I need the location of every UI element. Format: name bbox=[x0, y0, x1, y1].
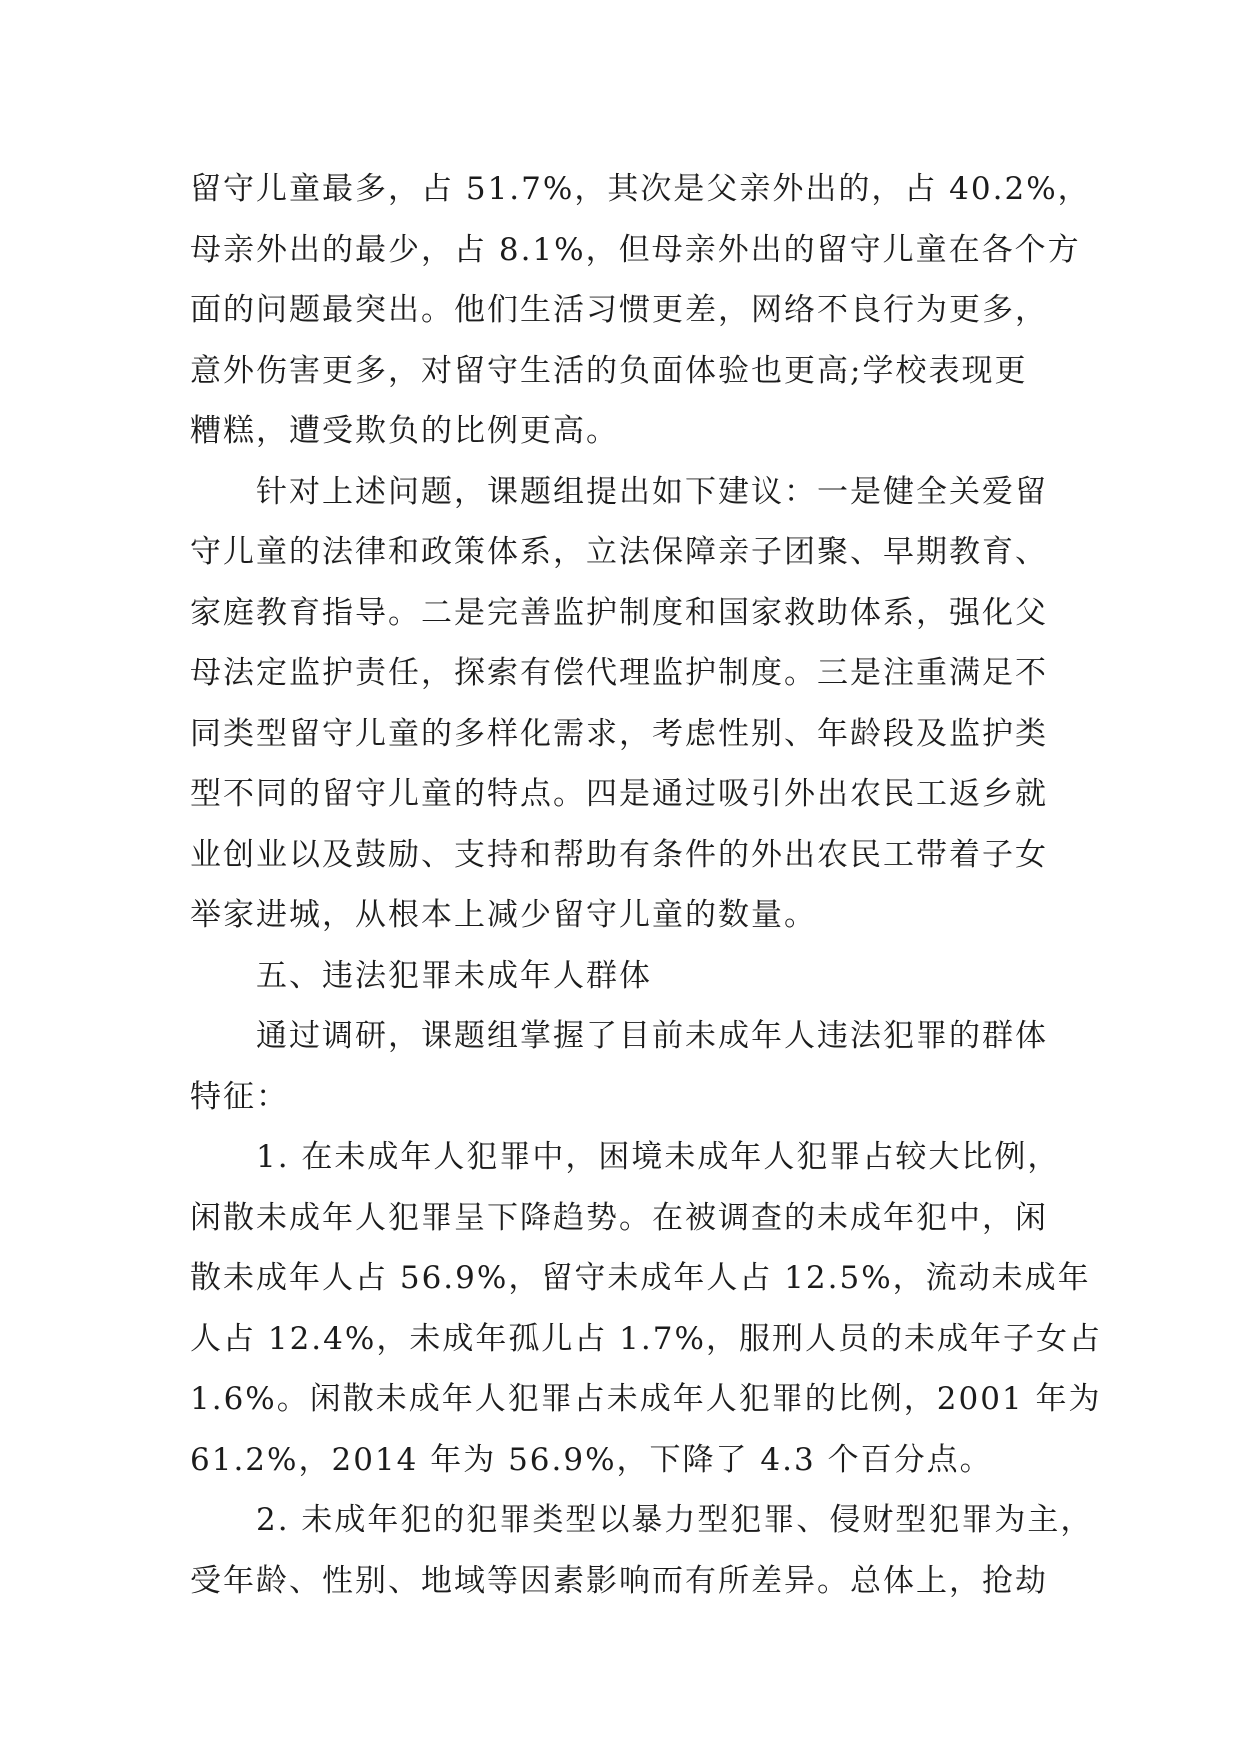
text-line: 特征： bbox=[190, 1078, 289, 1115]
list-item-first-line: 2. 未成年犯的犯罪类型以暴力型犯罪、侵财型犯罪为主， bbox=[256, 1502, 1094, 1538]
text-line: 留守儿童最多，占 51.7%，其次是父亲外出的，占 40.2%， bbox=[190, 171, 1091, 207]
text-line: 举家进城，从根本上减少留守儿童的数量。 bbox=[190, 897, 817, 933]
text-line: 守儿童的法律和政策体系，立法保障亲子团聚、早期教育、 bbox=[190, 534, 1048, 570]
text-line: 家庭教育指导。二是完善监护制度和国家救助体系，强化父 bbox=[190, 594, 1048, 631]
text-line: 受年龄、性别、地域等因素影响而有所差异。总体上，抢劫 bbox=[190, 1562, 1048, 1599]
section-heading: 五、违法犯罪未成年人群体 bbox=[256, 957, 652, 994]
list-item-first-line: 1. 在未成年人犯罪中，困境未成年人犯罪占较大比例， bbox=[256, 1139, 1061, 1175]
text-line: 母亲外出的最少，占 8.1%，但母亲外出的留守儿童在各个方 bbox=[190, 231, 1081, 268]
text-line: 业创业以及鼓励、支持和帮助有条件的外出农民工带着子女 bbox=[190, 836, 1048, 873]
text-line: 面的问题最突出。他们生活习惯更差，网络不良行为更多， bbox=[190, 292, 1048, 328]
text-line: 1.6%。闲散未成年人犯罪占未成年人犯罪的比例，2001 年为 bbox=[190, 1381, 1102, 1417]
text-line: 糟糕，遭受欺负的比例更高。 bbox=[190, 413, 619, 449]
text-line: 型不同的留守儿童的特点。四是通过吸引外出农民工返乡就 bbox=[190, 776, 1048, 812]
text-line: 意外伤害更多，对留守生活的负面体验也更高;学校表现更 bbox=[190, 352, 1028, 389]
paragraph-first-line: 针对上述问题，课题组提出如下建议：一是健全关爱留 bbox=[256, 473, 1048, 510]
paragraph-first-line: 通过调研，课题组掌握了目前未成年人违法犯罪的群体 bbox=[256, 1018, 1048, 1054]
text-line: 同类型留守儿童的多样化需求，考虑性别、年龄段及监护类 bbox=[190, 715, 1048, 752]
text-line: 散未成年人占 56.9%，留守未成年人占 12.5%，流动未成年 bbox=[190, 1260, 1091, 1296]
text-line: 61.2%，2014 年为 56.9%，下降了 4.3 个百分点。 bbox=[190, 1441, 993, 1478]
text-line: 闲散未成年人犯罪呈下降趋势。在被调查的未成年犯中，闲 bbox=[190, 1199, 1048, 1236]
text-line: 母法定监护责任，探索有偿代理监护制度。三是注重满足不 bbox=[190, 655, 1048, 691]
document-body-text bbox=[190, 159, 1102, 1611]
text-line: 人占 12.4%，未成年孤儿占 1.7%，服刑人员的未成年子女占 bbox=[190, 1320, 1102, 1357]
